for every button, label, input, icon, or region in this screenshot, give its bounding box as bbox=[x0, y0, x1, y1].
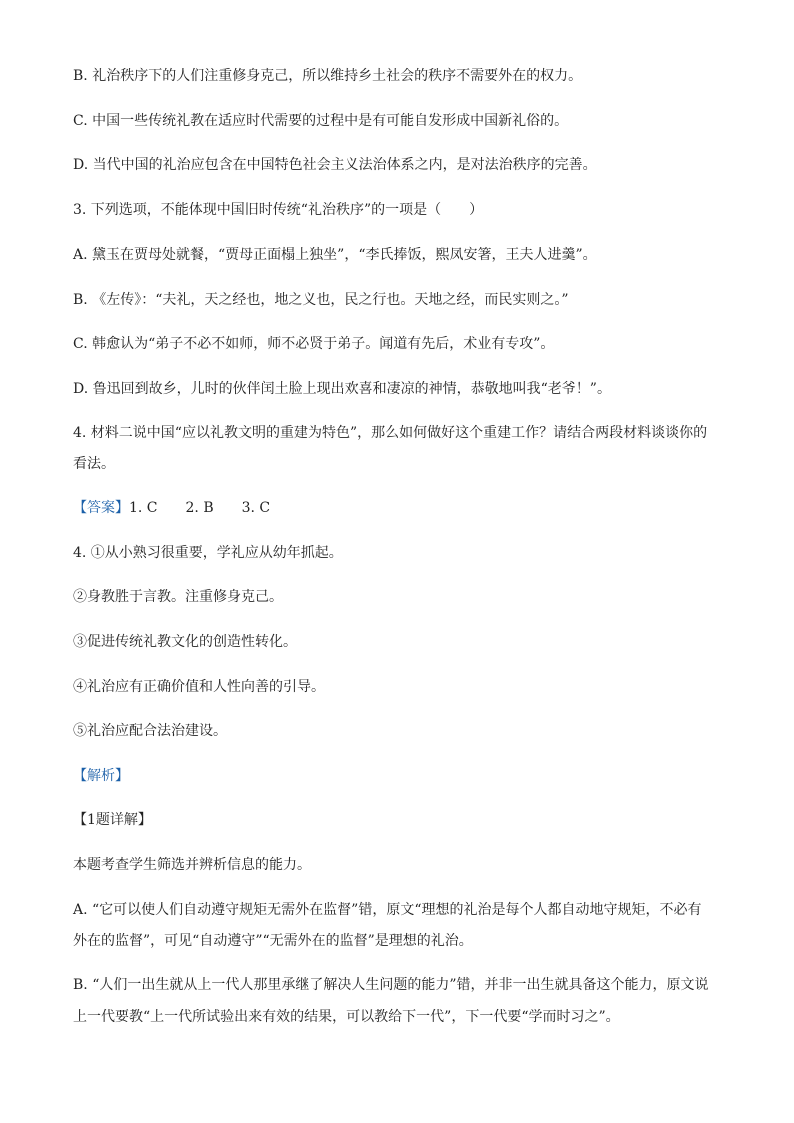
answer4-point2: ②身教胜于言教。注重修身克己。 bbox=[73, 589, 283, 605]
answer-text: 1. C 2. B 3. C bbox=[129, 500, 271, 516]
answer-line bbox=[73, 498, 733, 518]
analysis-a-line2: 外在的监督”，可见“自动遵守”“无需外在的监督”是理想的礼治。 bbox=[73, 933, 473, 949]
answer-label: 【答案】 bbox=[73, 500, 129, 516]
q2-option-b: B. 礼治秩序下的人们注重修身克己，所以维持乡土社会的秩序不需要外在的权力。 bbox=[73, 68, 583, 84]
answer4-point1: 4. ①从小熟习很重要，学礼应从幼年抓起。 bbox=[73, 545, 343, 561]
answer4-point5: ⑤礼治应配合法治建设。 bbox=[73, 723, 227, 739]
analysis-b-line1: B. “人们一出生就从上一代人那里承继了解决人生问题的能力”错，并非一出生就具备这个能力，原文说 bbox=[73, 977, 709, 993]
q3-option-c: C. 韩愈认为“弟子不必不如师，师不必贤于弟子。闻道有先后，术业有专攻”。 bbox=[73, 336, 555, 352]
analysis-detail-label: 【1题详解】 bbox=[73, 812, 152, 828]
q4-stem-line1: 4. 材料二说中国“应以礼教文明的重建为特色”，那么如何做好这个重建工作？请结合两段材料谈谈你的 bbox=[73, 425, 708, 441]
analysis-b-line2: 上一代要教“上一代所试验出来有效的结果，可以教给下一代”，下一代要“学而时习之”。 bbox=[73, 1009, 620, 1025]
answer4-point3: ③促进传统礼教文化的创造性转化。 bbox=[73, 634, 297, 650]
analysis-intro: 本题考查学生筛选并辨析信息的能力。 bbox=[73, 857, 311, 873]
q2-option-c: C. 中国一些传统礼教在适应时代需要的过程中是有可能自发形成中国新礼俗的。 bbox=[73, 113, 569, 129]
analysis-a-line1: A. “它可以使人们自动遵守规矩无需外在监督”错，原文“理想的礼治是每个人都自动地守规矩，不必有 bbox=[73, 902, 702, 918]
q3-option-a: A. 黛玉在贾母处就餐，“贾母正面榻上独坐”，“李氏捧饭，熙凤安箸，王夫人进羹”。 bbox=[73, 247, 597, 263]
q3-stem: 3. 下列选项，不能体现中国旧时传统“礼治秩序”的一项是（ ） bbox=[73, 202, 484, 218]
answer4-point4: ④礼治应有正确价值和人性向善的引导。 bbox=[73, 679, 325, 695]
q2-option-d: D. 当代中国的礼治应包含在中国特色社会主义法治体系之内，是对法治秩序的完善。 bbox=[73, 157, 597, 173]
q3-option-d: D. 鲁迅回到故乡，儿时的伙伴闰土脸上现出欢喜和凄凉的神情，恭敬地叫我“老爷！”。 bbox=[73, 381, 611, 397]
q4-stem-line2: 看法。 bbox=[73, 456, 115, 472]
q3-option-b: B. 《左传》：“夫礼，天之经也，地之义也，民之行也。天地之经，而民实则之。” bbox=[73, 292, 569, 308]
analysis-label: 【解析】 bbox=[73, 768, 129, 784]
